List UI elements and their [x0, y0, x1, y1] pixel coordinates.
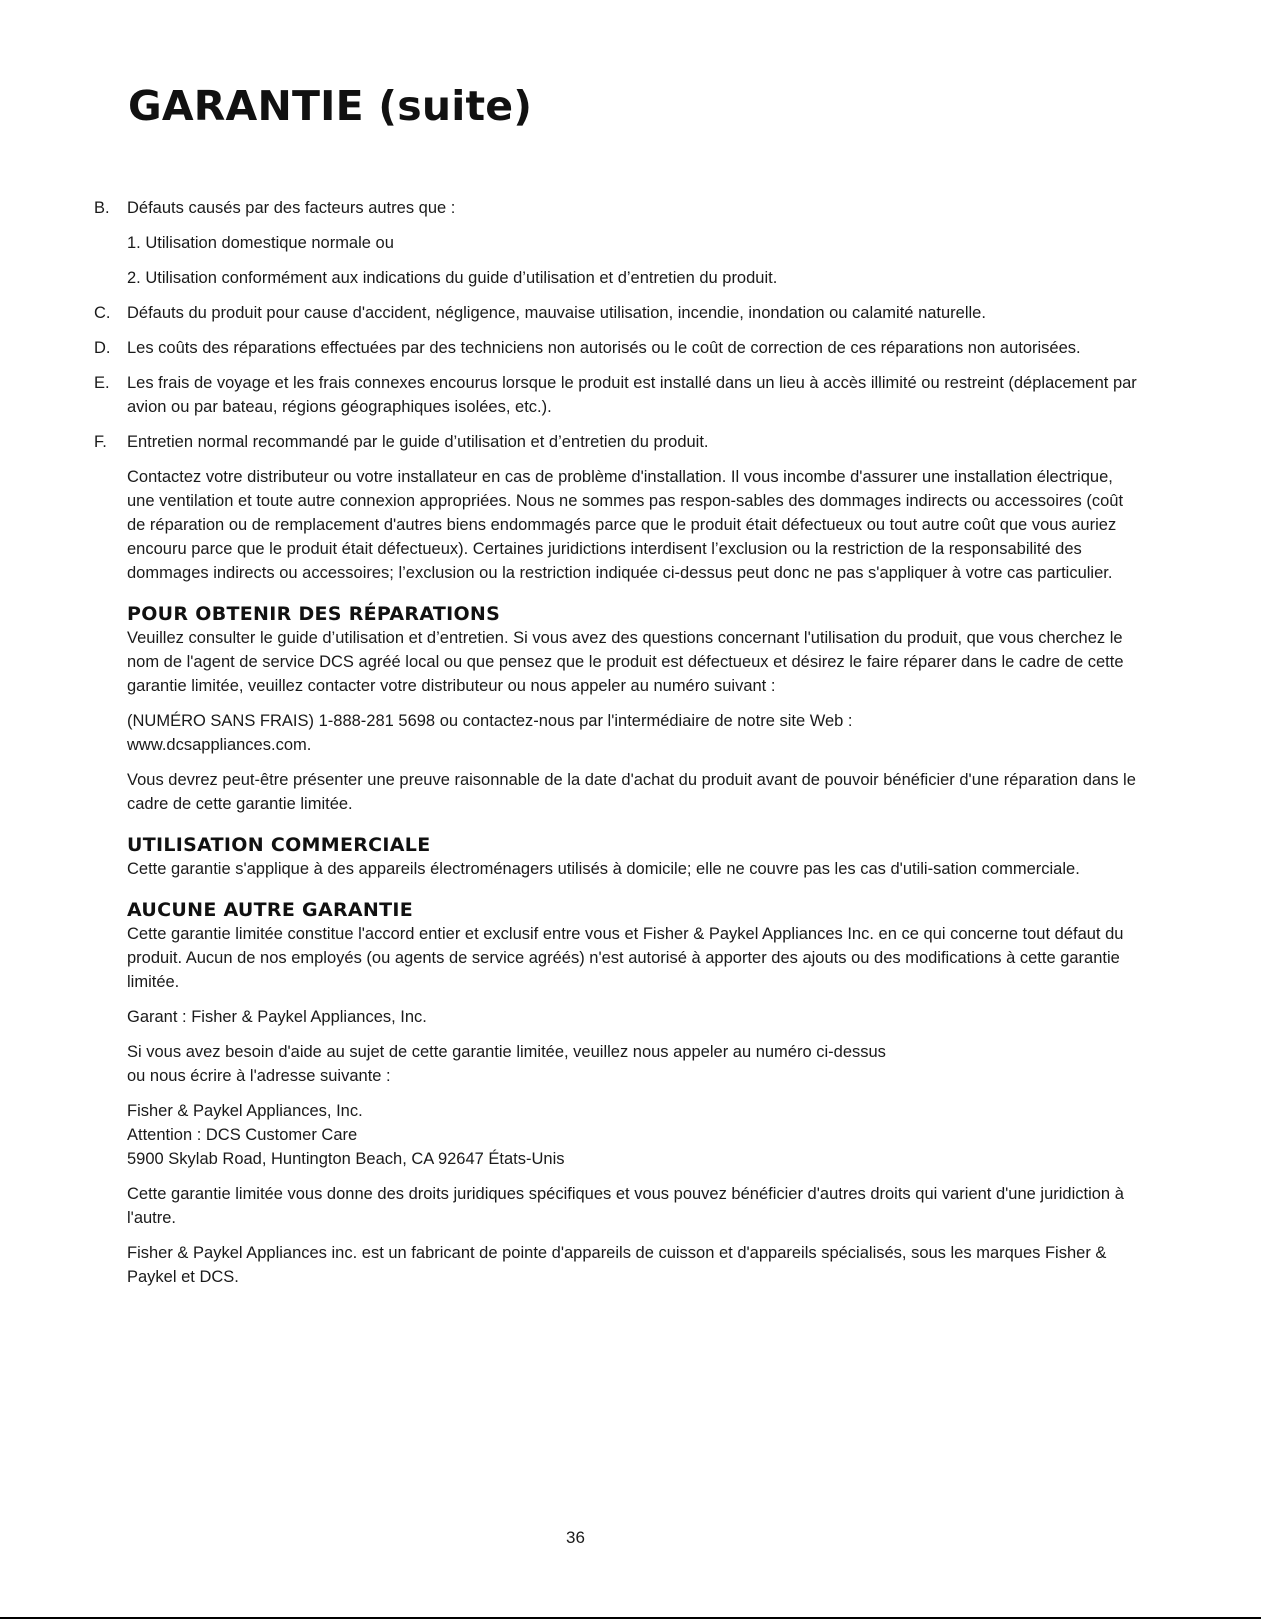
help-line: ou nous écrire à l'adresse suivante : — [127, 1067, 391, 1085]
toll-free-paragraph — [127, 709, 1144, 757]
section-heading-commercial: UTILISATION COMMERCIALE — [127, 834, 431, 856]
item-marker: E. — [94, 374, 110, 392]
help-paragraph — [127, 1040, 1144, 1088]
manufacturer-paragraph: Fisher & Paykel Appliances inc. est un fabricant de pointe d'appareils de cuisson et d'appareils spécialisés, sous les marques Fisher & Paykel et DCS. — [127, 1244, 1107, 1286]
page-title: GARANTIE (suite) — [128, 82, 533, 130]
section-heading-repairs: POUR OBTENIR DES RÉPARATIONS — [127, 603, 501, 625]
sub-item-1: 1. Utilisation domestique normale ou — [127, 234, 394, 252]
warranty-content — [94, 196, 1144, 1300]
address-line: Attention : DCS Customer Care — [127, 1126, 358, 1144]
guarantor-line: Garant : Fisher & Paykel Appliances, Inc. — [127, 1008, 427, 1026]
contact-paragraph: Contactez votre distributeur ou votre installateur en cas de problème d'installation. Il vous incombe d'assurer une installation électrique, une ventilation et toute autre connexion appropriées. Nous ne sommes pas respon-sables des dommages indirects ou accessoires (coût de réparation ou de remplacement d'autres biens endommagés parce que le produit était défectueux ou tout autre coût que vous auriez encouru parce que le produit était défectueux). Certaines juridictions interdisent l’exclusion ou la restriction de la responsabilité des dommages indirects ou accessoires; l’exclusion ou la restriction indiquée ci-dessus peut donc ne pas s'appliquer à votre cas particulier. — [127, 468, 1124, 582]
item-text: Entretien normal recommandé par le guide d’utilisation et d’entretien du produit. — [127, 433, 709, 451]
exclusion-item-d — [94, 336, 1144, 360]
no-other-warranty-paragraph: Cette garantie limitée constitue l'accord entier et exclusif entre vous et Fisher & Paykel Appliances Inc. en ce qui concerne tout défaut du produit. Aucun de nos employés (ou agents de service agréés) n'est autorisé à apporter des ajouts ou des modifications à cette garantie limitée. — [127, 925, 1124, 991]
address-line: Fisher & Paykel Appliances, Inc. — [127, 1102, 363, 1120]
address-line: 5900 Skylab Road, Huntington Beach, CA 92647 États-Unis — [127, 1150, 565, 1168]
exclusion-item-e — [94, 371, 1144, 419]
item-marker: B. — [94, 199, 110, 217]
commercial-paragraph: Cette garantie s'applique à des appareils électroménagers utilisés à domicile; elle ne couvre pas les cas d'utili-sation commerciale. — [127, 860, 1080, 878]
item-marker: C. — [94, 304, 111, 322]
repairs-paragraph: Veuillez consulter le guide d’utilisation et d’entretien. Si vous avez des questions concernant l'utilisation du produit, que vous cherchez le nom de l'agent de service DCS agréé local ou que pensez que le produit est défectueux et désirez le faire réparer dans le cadre de cette garantie limitée, veuillez contacter votre distributeur ou nous appeler au numéro suivant : — [127, 629, 1124, 695]
bottom-rule — [0, 1617, 1261, 1619]
item-text: Les coûts des réparations effectuées par des techniciens non autorisés ou le coût de correction de ces réparations non autorisées. — [127, 339, 1081, 357]
item-text: Défauts causés par des facteurs autres que : — [127, 199, 456, 217]
page-number: 36 — [566, 1528, 585, 1547]
item-text: Les frais de voyage et les frais connexes encourus lorsque le produit est installé dans un lieu à accès illimité ou restreint (déplacement par avion ou par bateau, régions géographiques isolées, etc.). — [127, 374, 1137, 416]
mailing-address — [127, 1099, 1144, 1171]
exclusion-item-c — [94, 301, 1144, 325]
item-marker: D. — [94, 339, 111, 357]
item-text: Défauts du produit pour cause d'accident, négligence, mauvaise utilisation, incendie, inondation ou calamité naturelle. — [127, 304, 986, 322]
rights-paragraph: Cette garantie limitée vous donne des droits juridiques spécifiques et vous pouvez bénéficier d'autres droits qui varient d'une juridiction à l'autre. — [127, 1185, 1124, 1227]
exclusion-item-b — [94, 196, 1144, 220]
section-heading-no-other-warranty: AUCUNE AUTRE GARANTIE — [127, 899, 413, 921]
sub-item-2: 2. Utilisation conformément aux indications du guide d’utilisation et d’entretien du produit. — [127, 269, 778, 287]
website-link[interactable]: www.dcsappliances.com. — [127, 736, 312, 754]
toll-free-line: (NUMÉRO SANS FRAIS) 1-888-281 5698 ou contactez-nous par l'intermédiaire de notre site Web : — [127, 712, 853, 730]
exclusion-item-f — [94, 430, 1144, 454]
item-marker: F. — [94, 433, 107, 451]
help-line: Si vous avez besoin d'aide au sujet de cette garantie limitée, veuillez nous appeler au numéro ci-dessus — [127, 1043, 886, 1061]
proof-of-purchase-paragraph: Vous devrez peut-être présenter une preuve raisonnable de la date d'achat du produit avant de pouvoir bénéficier d'une réparation dans le cadre de cette garantie limitée. — [127, 771, 1136, 813]
